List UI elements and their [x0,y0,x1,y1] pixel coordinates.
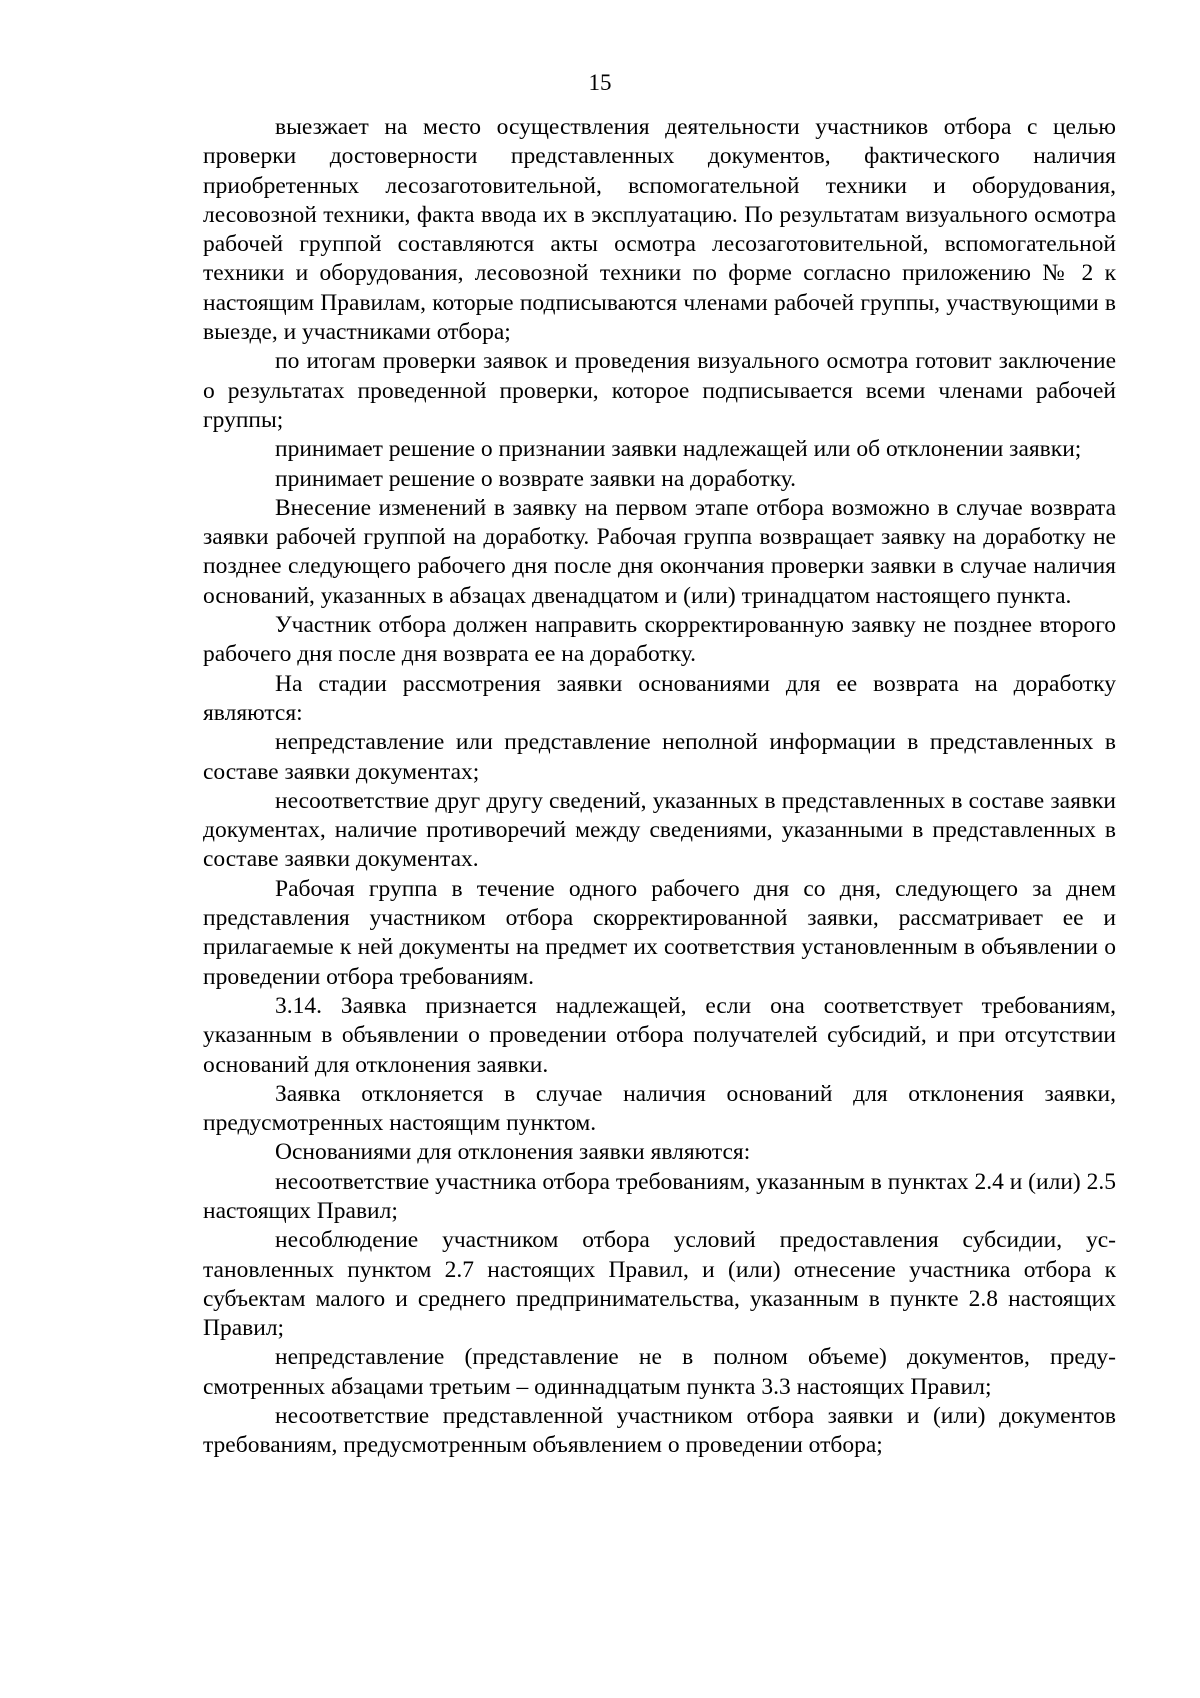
paragraph: выезжает на место осуществления деятельности участников отбора с целью проверки достоверности представленных документов, фактического наличия приобретенных лесозаготовительной, вспомогательной техники и оборудования, лесовозной техники, факта ввода их в эксплуатацию. По результатам визуального осмотра рабочей группой составляются акты осмотра лесозаготовительной, вспомогательной техники и оборудования, лесовозной техники по форме согласно приложению № 2 к настоящим Правилам, которые подписываются членами рабочей группы, участвующими в выезде, и участниками отбора; [203,114,1116,346]
paragraph: несоответствие друг другу сведений, указанных в представленных в составе заявки документах, наличие противоречий между сведениями, указанными в представленных в составе заявки документах. [203,787,1116,873]
paragraph: непредставление (представление не в полном объеме) документов, предусмотренных абзацами третьим – одиннадцатым пункта 3.3 настоящих Правил; [203,1344,1116,1400]
paragraph: принимает решение о признании заявки надлежащей или об отклонении заявки; [275,436,1082,463]
paragraph: Основаниями для отклонения заявки являются: [275,1139,751,1166]
page-number: 15 [588,70,612,95]
paragraph: принимает решение о возврате заявки на доработку. [275,465,797,492]
paragraph: 3.14. Заявка признается надлежащей, если она соответствует требованиям, указанным в объявлении о проведении отбора получателей субсидий, и при отсутствии оснований для отклонения заявки. [203,992,1116,1078]
paragraph: Участник отбора должен направить скорректированную заявку не позднее второго рабочего дня после дня возврата ее на доработку. [203,612,1116,668]
paragraph: по итогам проверки заявок и проведения визуального осмотра готовит заключение о результатах проведенной проверки, которое подписывается всеми членами рабочей группы; [203,348,1116,433]
paragraph: несоблюдение участником отбора условий предоставления субсидии, установленных пунктом 2.7 настоящих Правил, и (или) отнесение участника отбора к субъектам малого и среднего предпринимательства, указанным в пункте 2.8 настоящих Правил; [203,1227,1116,1342]
paragraph: непредставление или представление неполной информации в представленных в составе заявки документах; [203,729,1116,785]
paragraph: Внесение изменений в заявку на первом этапе отбора возможно в случае возврата заявки рабочей группой на доработку. Рабочая группа возвращает заявку на доработку не позднее следующего рабочего дня после дня окончания проверки заявки в случае наличия оснований, указанных в абзацах двенадцатом и (или) тринадцатом настоящего пункта. [203,494,1116,609]
document-body [203,113,1116,1461]
paragraph: Заявка отклоняется в случае наличия оснований для отклонения заявки, предусмотренных настоящим пунктом. [203,1080,1116,1137]
paragraph: Рабочая группа в течение одного рабочего дня со дня, следующего за днем представления участником отбора скорректированной заявки, рассматривает ее и прилагаемые к ней документы на предмет их соответствия установленным в объявлении о проведении отбора требованиям. [203,875,1116,990]
paragraph: несоответствие участника отбора требованиям, указанным в пунктах 2.4 и (или) 2.5 настоящих Правил; [203,1168,1116,1224]
paragraph: несоответствие представленной участником отбора заявки и (или) документов требованиям, предусмотренным объявлением о проведении отбора; [203,1403,1116,1459]
paragraph: На стадии рассмотрения заявки основаниями для ее возврата на доработку являются: [203,670,1116,726]
